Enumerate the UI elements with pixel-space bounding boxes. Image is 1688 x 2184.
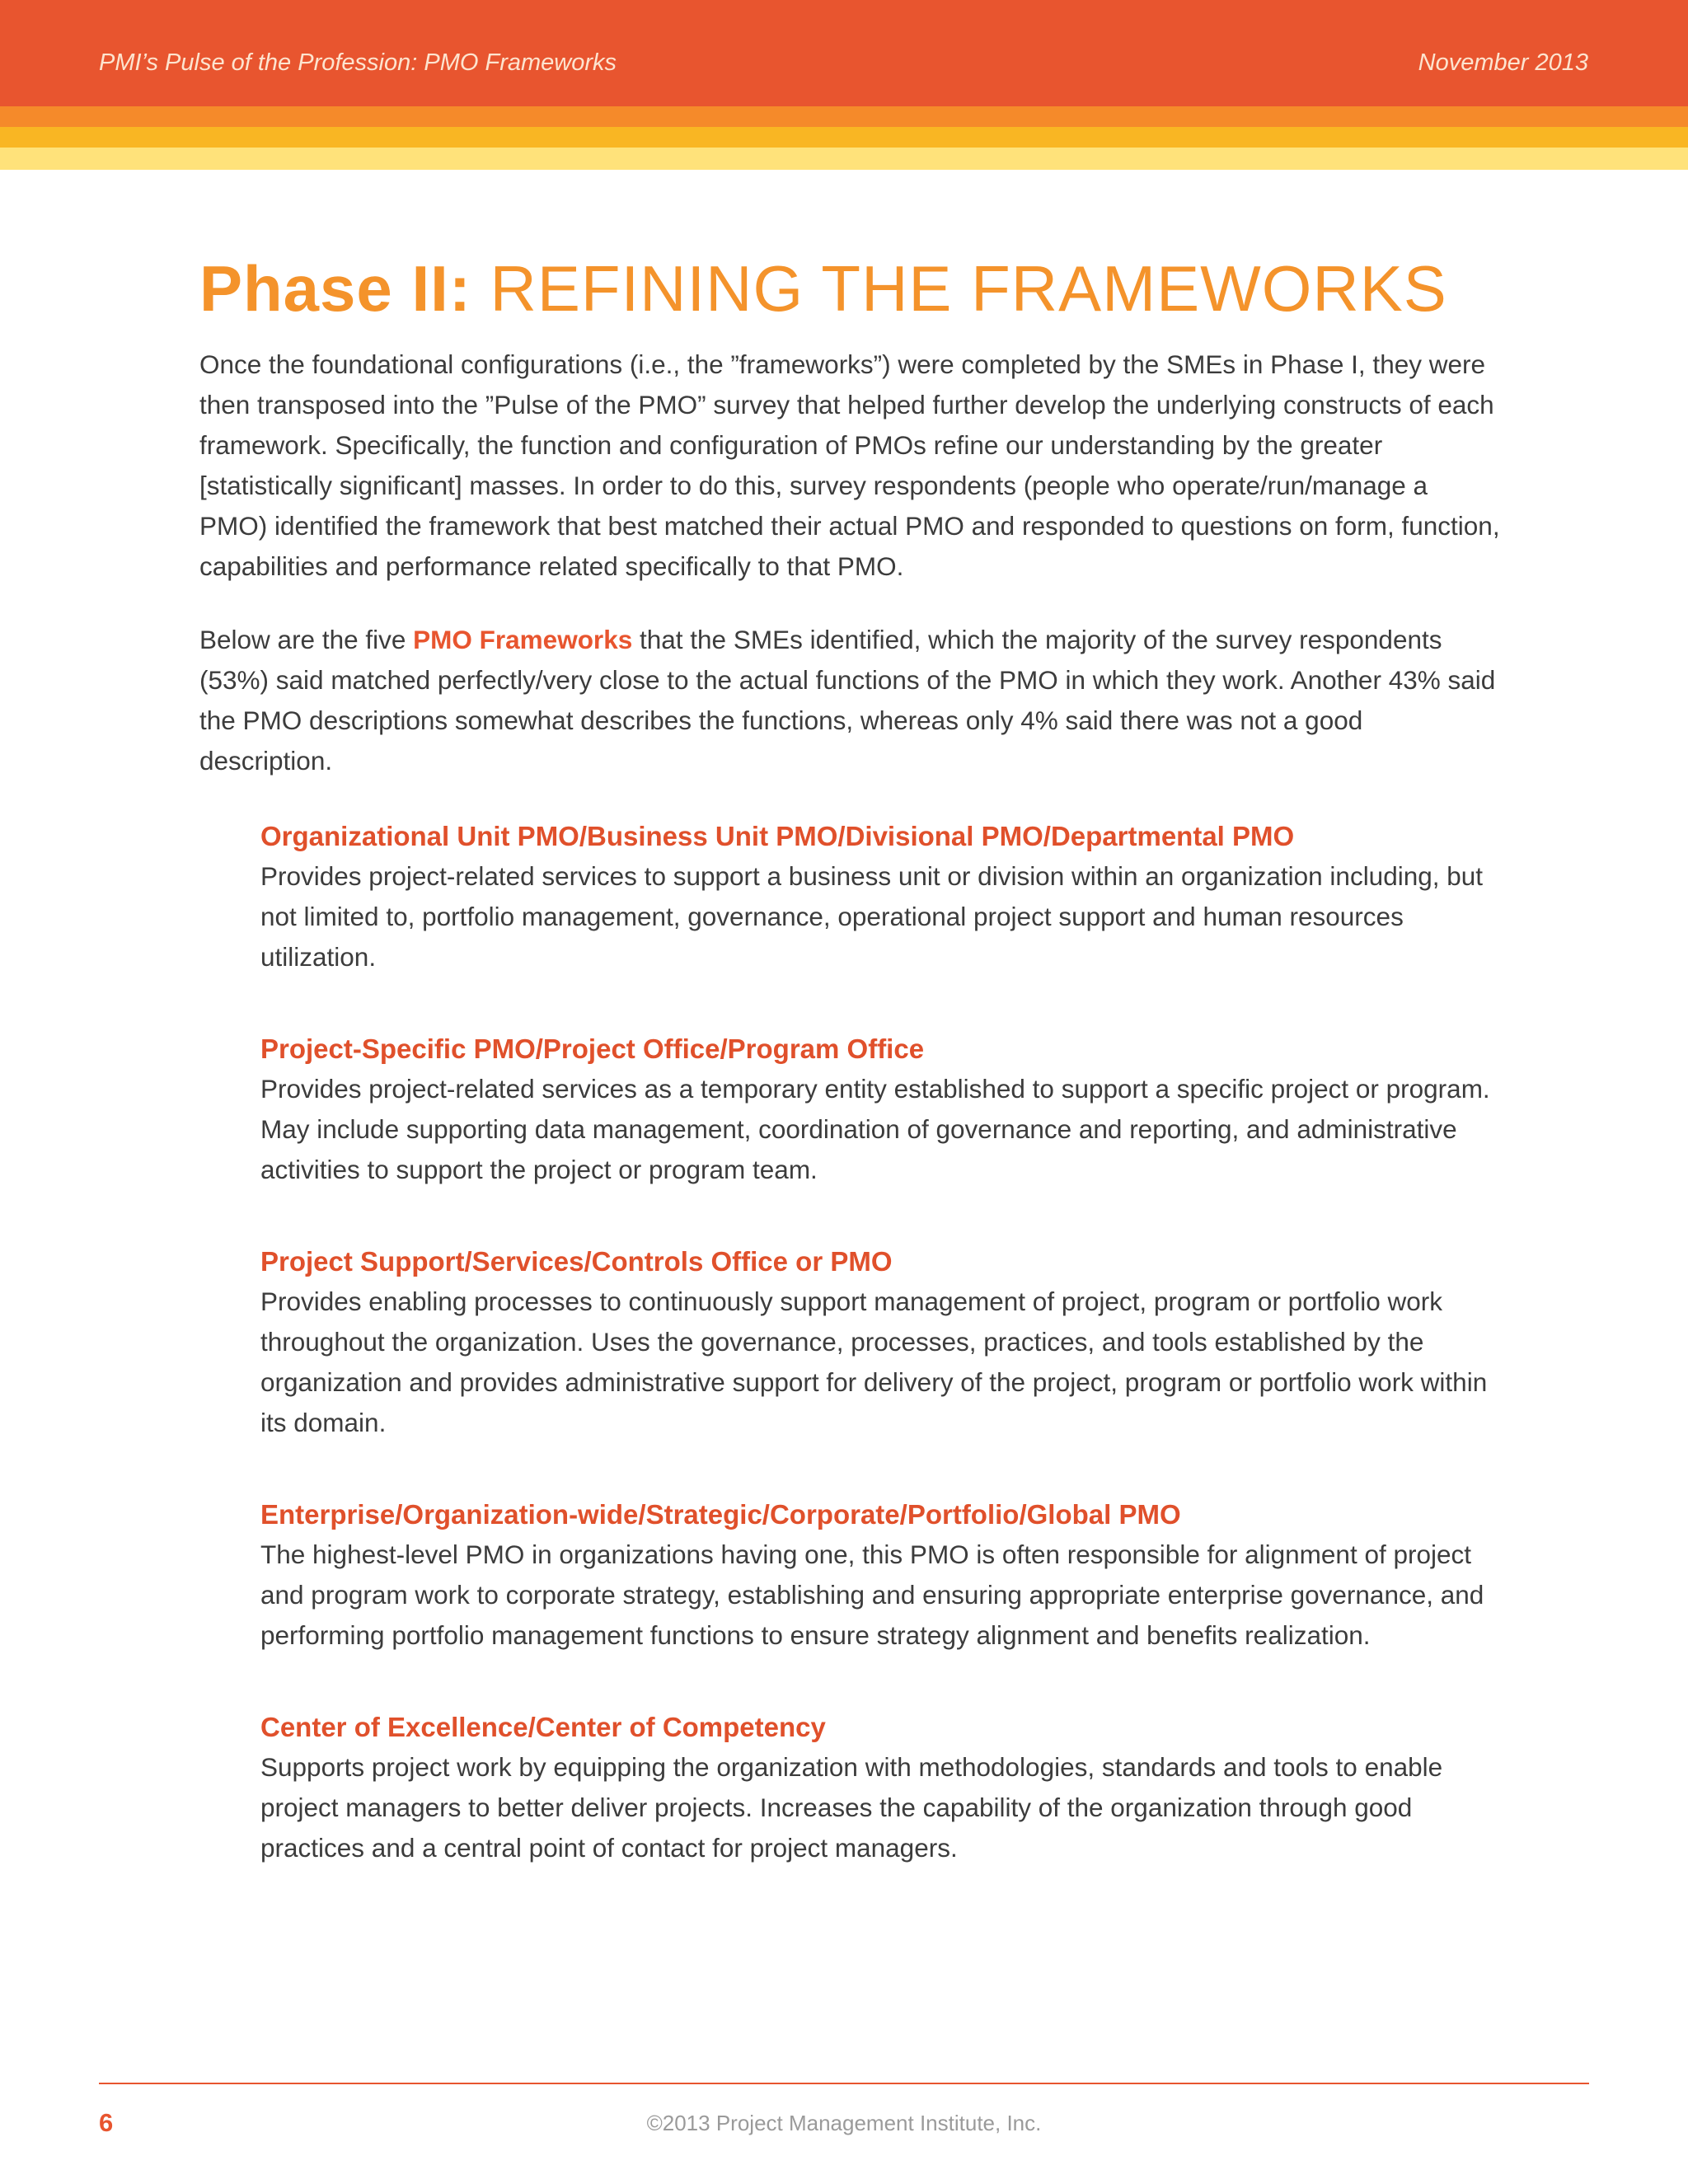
framework-description: Provides project-related services as a temporary entity established to support a specific project or program. May include supporting data management, coordination of governance and reporting, and administrative activities to support the project or program team. <box>260 1074 1490 1184</box>
intro-paragraph: Once the foundational configurations (i.e., the ”frameworks”) were completed by the SMEs in Phase I, they were then transposed into the ”Pulse of the PMO” survey that helped further develop the underlying constructs of each framework. Specifically, the function and configuration of PMOs refine our understanding by the greater [statistically significant] masses. In order to do this, survey respondents (people who operate/run/manage a PMO) identified the framework that best matched their actual PMO and responded to questions on form, function, capabilities and performance related specifically to that PMO. <box>199 349 1500 581</box>
summary-highlight: PMO Frameworks <box>413 625 633 654</box>
page-number: 6 <box>99 2108 114 2137</box>
framework-title: Enterprise/Organization-wide/Strategic/Corporate/Portfolio/Global PMO <box>260 1499 1181 1530</box>
framework-item <box>260 1707 1513 1868</box>
framework-item <box>260 816 1513 977</box>
header-stripe-orange <box>0 106 1688 127</box>
framework-title: Organizational Unit PMO/Business Unit PMO/Divisional PMO/Departmental PMO <box>260 821 1295 851</box>
page-title-subject: REFINING THE FRAMEWORKS <box>490 252 1447 325</box>
footer-divider <box>99 2083 1589 2084</box>
framework-description: Provides project-related services to support a business unit or division within an organization including, but not limited to, portfolio management, governance, operational project support and human resources utilization. <box>260 861 1484 972</box>
header-stripe-yellow <box>0 148 1688 170</box>
summary-text-after: that the SMEs identified, which the majority of the survey respondents (53%) said matched perfectly/very close to the actual functions of the PMO in which they work. Another 43% said the PMO descriptions somewhat describes the functions, whereas only 4% said there was not a good description. <box>199 625 1496 776</box>
summary-paragraph <box>199 620 1502 781</box>
framework-item <box>260 1029 1513 1190</box>
framework-title: Center of Excellence/Center of Competency <box>260 1712 826 1742</box>
framework-title: Project-Specific PMO/Project Office/Program Office <box>260 1033 925 1064</box>
copyright-notice: ©2013 Project Management Institute, Inc. <box>646 2111 1042 2135</box>
framework-title: Project Support/Services/Controls Office or PMO <box>260 1246 893 1277</box>
framework-description: Supports project work by equipping the organization with methodologies, standards and tools to enable project managers to better deliver projects. Increases the capability of the organization through good practices and a central point of contact for project managers. <box>260 1752 1443 1863</box>
header-date: November 2013 <box>1418 49 1588 76</box>
framework-description: The highest-level PMO in organizations having one, this PMO is often responsible for alignment of project and program work to corporate strategy, establishing and ensuring appropriate enterprise governance, and performing portfolio management functions to ensure strategy alignment and benefits realization. <box>260 1540 1484 1650</box>
framework-item <box>260 1241 1513 1443</box>
framework-list <box>260 816 1513 1868</box>
page-title <box>199 247 1502 330</box>
summary-text-before: Below are the five <box>199 625 414 654</box>
page-title-phase: Phase II: <box>199 252 471 325</box>
header-publication-title: PMI’s Pulse of the Profession: PMO Frameworks <box>99 49 617 76</box>
framework-description: Provides enabling processes to continuously support management of project, program or portfolio work throughout the organization. Uses the governance, processes, practices, and tools established by the organization and provides administrative support for delivery of the project, program or portfolio work within its domain. <box>260 1286 1488 1437</box>
framework-item <box>260 1494 1513 1656</box>
header-stripe-amber <box>0 127 1688 148</box>
main-content <box>199 247 1502 1919</box>
